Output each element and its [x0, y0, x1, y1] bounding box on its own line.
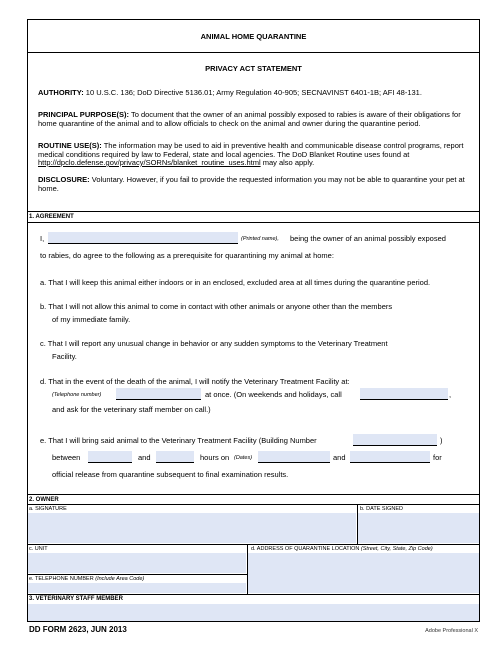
- divider: [27, 504, 480, 505]
- item-d-text-cont: at once. (On weekends and holidays, call: [205, 390, 342, 399]
- routine-uses-link[interactable]: http://dpclo.defense.gov/privacy/SORNs/blanket_routine_uses.html: [38, 158, 261, 167]
- divider: [27, 494, 480, 495]
- divider: [27, 594, 480, 595]
- hours-end-field[interactable]: [156, 451, 194, 463]
- disclosure-text: Voluntary. However, if you fail to provide the requested information you may not be able to quarantine your pet at home.: [38, 175, 465, 193]
- divider: [27, 52, 480, 53]
- vet-staff-section-label: 3. VETERINARY STAFF MEMBER: [29, 596, 123, 602]
- address-hint: (Street, City, State, Zip Code): [360, 546, 433, 552]
- quarantine-address-field[interactable]: [248, 553, 479, 593]
- divider: [27, 574, 248, 575]
- printed-name-hint: (Printed name),: [241, 236, 279, 242]
- owner-telephone-field[interactable]: [28, 583, 246, 593]
- signature-label: a. SIGNATURE: [29, 506, 67, 512]
- paren-close: ): [440, 436, 443, 445]
- divider: [27, 211, 480, 212]
- routine-text-end: may also apply.: [262, 158, 315, 167]
- item-e-text: e. That I will bring said animal to the Veterinary Treatment Facility (Building Number: [40, 436, 317, 445]
- routine-paragraph: [38, 142, 470, 168]
- authority-label: AUTHORITY:: [38, 88, 84, 97]
- routine-label: ROUTINE USE(S):: [38, 141, 102, 150]
- purpose-text: To document that the owner of an animal possibly exposed to rabies is aware of their obligations for home quarantine of the animal and to allow officials to check on the animal and owner during the quarantine period.: [38, 110, 461, 128]
- owner-signature-field[interactable]: [28, 513, 356, 543]
- agreement-line2: to rabies, do agree to the following as a prerequisite for quarantining my animal at home:: [40, 251, 334, 260]
- and-label: and: [333, 453, 346, 462]
- disclosure-label: DISCLOSURE:: [38, 175, 90, 184]
- address-label-text: d. ADDRESS OF QUARANTINE LOCATION: [251, 546, 360, 552]
- software-note: Adobe Professional X: [425, 628, 478, 634]
- unit-field[interactable]: [28, 553, 246, 573]
- divider: [27, 544, 480, 545]
- purpose-label: PRINCIPAL PURPOSE(S):: [38, 110, 129, 119]
- date-signed-field[interactable]: [358, 513, 479, 543]
- printed-name-field[interactable]: [48, 232, 238, 244]
- item-b-text: b. That I will not allow this animal to come in contact with other animals or anyone other than the members: [40, 302, 393, 311]
- purpose-paragraph: [38, 111, 470, 128]
- item-b-text-cont: of my immediate family.: [52, 315, 131, 324]
- building-number-field[interactable]: [353, 434, 437, 446]
- between-label: between: [52, 453, 81, 462]
- date-start-field[interactable]: [258, 451, 330, 463]
- vtf-telephone-field[interactable]: [116, 388, 201, 400]
- date-end-field[interactable]: [350, 451, 430, 463]
- telephone-label-text: e. TELEPHONE NUMBER: [29, 576, 94, 582]
- for-label: for: [433, 453, 442, 462]
- routine-text: The information may be used to aid in preventive health and communicable disease control programs, report medical conditions required by law to Federal, state and local agencies. The DoD Blanket Routine uses found at: [38, 141, 464, 159]
- form-title: ANIMAL HOME QUARANTINE: [200, 32, 307, 41]
- agreement-line1-suffix: being the owner of an animal possibly exposed: [290, 234, 446, 243]
- telephone-number-hint: (Telephone number): [52, 392, 102, 398]
- telephone-label-hint: (Include Area Code): [95, 576, 145, 582]
- privacy-heading: PRIVACY ACT STATEMENT: [205, 64, 302, 73]
- hours-start-field[interactable]: [88, 451, 132, 463]
- item-e-text-end: official release from quarantine subsequent to final examination results.: [52, 470, 289, 479]
- owner-section-label: 2. OWNER: [29, 497, 59, 503]
- and-label: and: [138, 453, 151, 462]
- item-d-text: d. That in the event of the death of the animal, I will notify the Veterinary Treatment Facility at:: [40, 377, 350, 386]
- authority-text: 10 U.S.C. 136; DoD Directive 5136.01; Army Regulation 40-905; SECNAVINST 6401-1B; AFI 48-131.: [85, 88, 422, 97]
- disclosure-paragraph: [38, 176, 470, 193]
- comma: ,: [449, 390, 452, 399]
- unit-label: c. UNIT: [29, 546, 48, 552]
- item-c-text: c. That I will report any unusual change in behavior or any sudden symptoms to the Veterinary Treatment: [40, 339, 388, 348]
- agreement-line1-prefix: I,: [40, 234, 45, 243]
- after-hours-telephone-field[interactable]: [360, 388, 448, 400]
- telephone-label: [29, 576, 144, 583]
- date-signed-label: b. DATE SIGNED: [360, 506, 403, 512]
- agreement-section-label: 1. AGREEMENT: [29, 214, 74, 220]
- dates-hint: (Dates): [234, 455, 253, 461]
- vet-staff-member-field[interactable]: [28, 604, 479, 621]
- form-number: DD FORM 2623, JUN 2013: [29, 625, 127, 634]
- address-label: [251, 546, 433, 553]
- divider: [27, 222, 480, 223]
- item-d-text-end: and ask for the veterinary staff member on call.): [52, 405, 211, 414]
- item-c-text-cont: Facility.: [52, 352, 77, 361]
- item-a-text: a. That I will keep this animal either indoors or in an enclosed, excluded area at all times during the quarantine period.: [40, 278, 431, 287]
- authority-paragraph: [38, 89, 470, 98]
- hours-on-label: hours on: [200, 453, 230, 462]
